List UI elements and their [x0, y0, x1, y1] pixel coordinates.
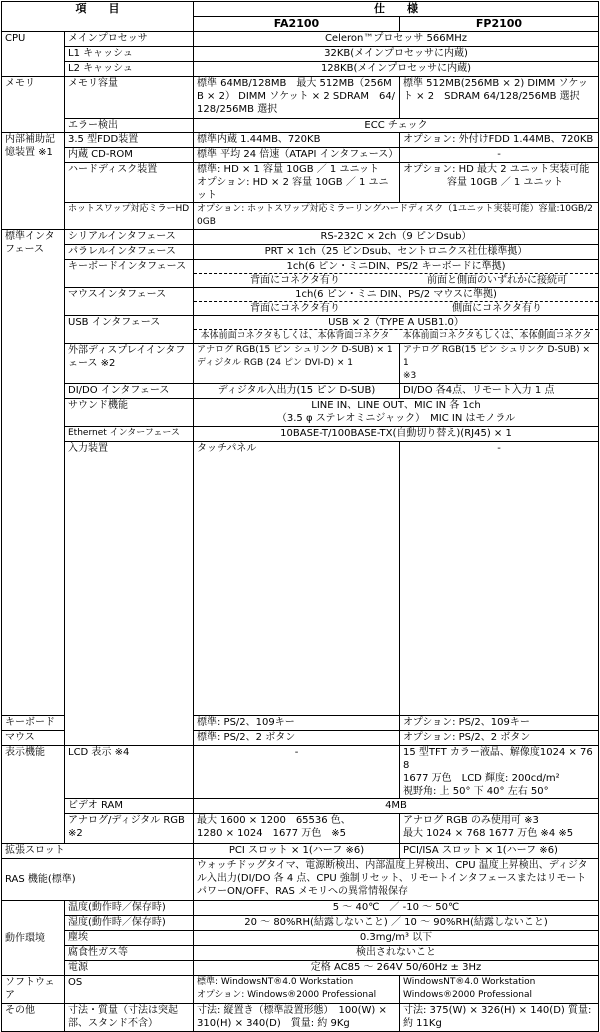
label-main-processor: メインプロセッサ	[65, 32, 194, 47]
label-keyboard: キーボード	[2, 716, 65, 731]
header-fa2100: FA2100	[194, 17, 400, 32]
rgb-fa-alt: 1280 × 1024 1677 万色 ※5	[197, 828, 347, 839]
category-input: 入力装置	[65, 442, 194, 746]
category-other: その他	[2, 1004, 65, 1032]
label-cdrom: 内蔵 CD-ROM	[65, 148, 194, 163]
value-cdrom-fp: -	[400, 148, 599, 163]
value-mouse-fa: 標準: PS/2、2 ボタン	[194, 731, 400, 746]
lcd-fp-panel: 15 型TFT カラー液晶、解像度1024 × 768	[403, 747, 593, 771]
label-os: OS	[65, 976, 194, 1004]
value-fdd-fa: 標準内蔵 1.44MB、720KB	[194, 133, 400, 148]
rgb-fa-max: 最大 1600 × 1200 65536 色、	[197, 815, 351, 826]
category-memory: メモリ	[2, 77, 65, 133]
ext-display-fp-analog: アナログ RGB(15 ピン シュリンク D-SUB) × 1	[403, 345, 591, 368]
usb-fa: 本体前面コネクタもしくは、本体背面コネクタ	[200, 331, 390, 341]
label-mirror-hd: ホットスワップ対応ミラーHD	[65, 203, 194, 230]
sound-jack: （3.5 φ ステレオミニジャック） MIC IN はモノラル	[276, 413, 516, 424]
value-memory-fa: 標準 64MB/128MB 最大 512MB（256MB × 2） DIMM ソケット × 2 SDRAM 64/128/256MB 選択	[194, 77, 400, 119]
value-fdd-fp: オプション: 外付けFDD 1.44MB、720KB	[400, 133, 599, 148]
value-dimensions-fp: 寸法: 375(W) × 326(H) × 140(D) 質量: 約 11Kg	[400, 1004, 599, 1032]
os-fp-nt: WindowsNT®4.0 Workstation	[403, 977, 536, 987]
category-environment: 動作環境	[2, 901, 65, 976]
value-rgb-fa	[194, 814, 400, 844]
value-slot-fa: PCI スロット × 1(ハーフ ※6)	[194, 844, 400, 859]
label-corrosive-gas: 腐食性ガス等	[65, 946, 194, 961]
value-error-detection: ECC チェック	[194, 119, 599, 133]
value-dust: 0.3mg/m³ 以下	[194, 931, 599, 946]
value-keyboard-fa: 標準: PS/2、109キー	[194, 716, 400, 731]
keyboard-if-common: 1ch(6 ピン・ミニDIN、PS/2 キーボードに準拠)	[194, 260, 598, 274]
value-usb	[194, 316, 599, 344]
value-os-fp	[400, 976, 599, 1004]
label-error-detection: エラー検出	[65, 119, 194, 133]
lcd-fp-brightness: 1677 万色 LCD 輝度: 200cd/m²	[403, 773, 560, 784]
value-ext-display-fa	[194, 344, 400, 384]
os-fa-standard: 標準: WindowsNT®4.0 Workstation	[197, 977, 354, 987]
header-row	[2, 2, 599, 17]
label-mouse: マウス	[2, 731, 65, 746]
ext-display-fp-note: ※3	[403, 371, 417, 381]
header-fp2100: FP2100	[400, 17, 599, 32]
keyboard-if-fa: 背面にコネクタ有り	[250, 275, 340, 286]
label-keyboard-if: キーボードインタフェース	[65, 260, 194, 288]
category-storage: 内部補助記憶装置 ※1	[2, 133, 65, 230]
category-interfaces: 標準インタフェース	[2, 230, 65, 716]
label-dido: DI/DO インタフェース	[65, 384, 194, 399]
value-ethernet: 10BASE-T/100BASE-TX(自動切り替え)(RJ45) × 1	[194, 427, 599, 442]
value-keyboard-fp: オプション: PS/2、109キー	[400, 716, 599, 731]
value-slot-fp: PCI/ISA スロット × 1(ハーフ ※6)	[400, 844, 599, 859]
label-dimensions: 寸法・質量（寸法は突起部、スタンド不含）	[65, 1004, 194, 1032]
value-rgb-fp	[400, 814, 599, 844]
value-l2-cache: 128KB(メインプロセッサに内蔵)	[194, 62, 599, 77]
usb-fp: 本体前面コネクタもしくは、本体側面コネクタ	[402, 331, 592, 341]
value-mirror-hd: オプション: ホットスワップ対応ミラーリングハードディスク（1ユニット実装可能）容量:10GB/20GB	[194, 203, 599, 230]
label-humidity: 湿度(動作時／保存時)	[65, 916, 194, 931]
value-power: 定格 AC85 ～ 264V 50/60Hz ± 3Hz	[194, 961, 599, 976]
value-memory-fp: 標準 512MB(256MB × 2) DIMM ソケット × 2 SDRAM 64/128/256MB 選択	[400, 77, 599, 119]
value-hdd-fp	[400, 163, 599, 203]
rgb-fp-max: 最大 1024 × 768 1677 万色 ※4 ※5	[403, 828, 574, 839]
value-serial: RS-232C × 2ch（9 ピンDsub）	[194, 230, 599, 245]
value-sound	[194, 399, 599, 427]
header-item: 項 目	[2, 2, 194, 32]
value-parallel: PRT × 1ch（25 ピンDsub、セントロニクス社仕様準拠）	[194, 245, 599, 260]
ext-display-fa-digital: ディジタル RGB (24 ピン DVI-D) × 1	[197, 358, 353, 368]
value-cdrom-fa: 標準 平均 24 倍速（ATAPI インタフェース）	[194, 148, 400, 163]
mouse-if-fa: 背面にコネクタ有り	[250, 303, 340, 314]
label-lcd: LCD 表示 ※4	[65, 746, 194, 799]
value-dido-fp: DI/DO 各4点、リモート入力 1 点	[400, 384, 599, 399]
value-lcd-fp	[400, 746, 599, 799]
hdd-fa-standard: 標準: HD × 1 容量 10GB ／ 1 ユニット	[197, 164, 380, 175]
value-video-ram: 4MB	[194, 799, 599, 814]
value-humidity: 20 ～ 80%RH(結露しないこと) ／ 10 ～ 90%RH(結露しないこと)	[194, 916, 599, 931]
label-l2-cache: L2 キャッシュ	[65, 62, 194, 77]
label-sound: サウンド機能	[65, 399, 194, 427]
hdd-fp-option: オプション: HD 最大 2 ユニット実装可能	[403, 164, 590, 175]
os-fa-option: オプション: Windows®2000 Professional	[197, 990, 377, 1000]
category-software: ソフトウェア	[2, 976, 65, 1004]
category-cpu: CPU	[2, 32, 65, 77]
label-fdd: 3.5 型FDD装置	[65, 133, 194, 148]
value-hdd-fa	[194, 163, 400, 203]
value-l1-cache: 32KB(メインプロセッサに内蔵)	[194, 47, 599, 62]
keyboard-if-fp: 前面と側面のいずれかに接続可	[427, 275, 567, 286]
usb-common: USB × 2（TYPE A USB1.0）	[194, 316, 598, 330]
value-mouse-fp: オプション: PS/2、2 ボタン	[400, 731, 599, 746]
category-expansion-slot: 拡張スロット	[2, 844, 194, 859]
value-corrosive-gas: 検出されないこと	[194, 946, 599, 961]
sound-ports: LINE IN、LINE OUT、MIC IN 各 1ch	[311, 400, 481, 411]
value-os-fa	[194, 976, 400, 1004]
label-memory-capacity: メモリ容量	[65, 77, 194, 119]
category-display: 表示機能	[2, 746, 65, 844]
label-rgb: アナログ/ディジタル RGB ※2	[65, 814, 194, 844]
label-hdd: ハードディスク装置	[65, 163, 194, 203]
rgb-fp-analog: アナログ RGB のみ使用可 ※3	[403, 815, 539, 826]
os-fp-2000: Windows®2000 Professional	[403, 990, 533, 1000]
mouse-if-fp: 側面にコネクタ有り	[452, 303, 542, 314]
label-temperature: 温度(動作時／保存時)	[65, 901, 194, 916]
label-power: 電源	[65, 961, 194, 976]
label-ethernet: Ethernet インターフェース	[65, 427, 194, 442]
value-mouse-if	[194, 288, 599, 316]
value-ras: ウォッチドッグタイマ、電源断検出、内部温度上昇検出、CPU 温度上昇検出、ディジタル入出力(DI/DO 各 4 点、CPU 強制リセット、リモートインタフェースまたはリモートパワーON/OFF、RAS メモリへの異常情報保存	[194, 859, 599, 901]
value-dimensions-fa: 寸法: 縦置き（標準設置形態） 100(W) × 310(H) × 340(D) 質量: 約 9Kg	[194, 1004, 400, 1032]
label-usb: USB インタフェース	[65, 316, 194, 344]
value-dido-fa: ディジタル入出力(15 ピン D-SUB)	[194, 384, 400, 399]
category-ras: RAS 機能(標準)	[2, 859, 194, 901]
label-parallel: パラレルインタフェース	[65, 245, 194, 260]
label-mouse-if: マウスインタフェース	[65, 288, 194, 316]
value-keyboard-if	[194, 260, 599, 288]
value-main-processor: Celeron™プロセッサ 566MHz	[194, 32, 599, 47]
value-ext-display-fp	[400, 344, 599, 384]
value-touch-fa: -	[400, 442, 599, 716]
value-lcd-fa: -	[194, 746, 400, 799]
value-temperature: 5 ～ 40℃ ／ -10 ～ 50℃	[194, 901, 599, 916]
label-serial: シリアルインタフェース	[65, 230, 194, 245]
header-spec: 仕 様	[194, 2, 599, 17]
lcd-fp-viewing-angle: 視野角: 上 50° 下 40° 左右 50°	[403, 786, 549, 797]
hdd-fp-capacity: 容量 10GB ／ 1 ユニット	[447, 177, 564, 188]
spec-table	[1, 1, 599, 1032]
ext-display-fa-analog: アナログ RGB(15 ピン シュリンク D-SUB) × 1	[197, 345, 393, 355]
mouse-if-common: 1ch(6 ピン・ミニ DIN、PS/2 マウスに準拠)	[194, 288, 598, 302]
label-dust: 塵埃	[65, 931, 194, 946]
hdd-fa-option: オプション: HD × 2 容量 10GB ／ 1 ユニット	[197, 177, 389, 201]
label-video-ram: ビデオ RAM	[65, 799, 194, 814]
label-l1-cache: L1 キャッシュ	[65, 47, 194, 62]
label-ext-display: 外部ディスプレイインタフェース ※2	[65, 344, 194, 384]
label-touch-panel: タッチパネル	[194, 442, 400, 716]
